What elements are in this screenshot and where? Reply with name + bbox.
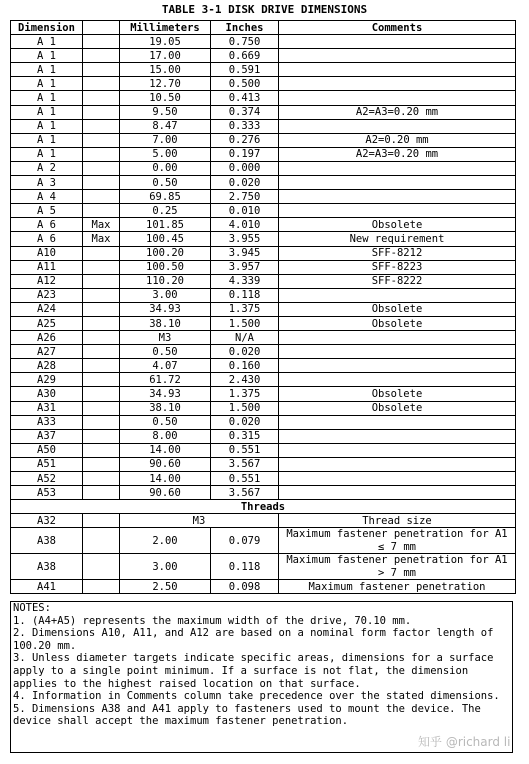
dimension-cell: A32 — [11, 514, 83, 528]
inches-cell: 0.551 — [211, 472, 279, 486]
table-row — [11, 35, 516, 49]
comment-cell — [279, 35, 516, 49]
qualifier-cell — [83, 401, 120, 415]
inches-cell: 1.375 — [211, 387, 279, 401]
inches-cell: 3.957 — [211, 260, 279, 274]
dimension-cell: A11 — [11, 260, 83, 274]
comment-cell — [279, 161, 516, 175]
dimension-cell: A 2 — [11, 161, 83, 175]
millimeters-cell: 90.60 — [120, 457, 211, 471]
notes-box — [10, 601, 513, 753]
table-row — [11, 105, 516, 119]
inches-cell: 0.020 — [211, 415, 279, 429]
millimeters-cell: 100.20 — [120, 246, 211, 260]
table-row — [11, 176, 516, 190]
dimension-cell: A 4 — [11, 190, 83, 204]
inches-cell: 3.945 — [211, 246, 279, 260]
comment-cell: SFF-8223 — [279, 260, 516, 274]
millimeters-cell: 38.10 — [120, 316, 211, 330]
comment-cell — [279, 176, 516, 190]
inches-cell: 3.567 — [211, 486, 279, 500]
qualifier-cell — [83, 316, 120, 330]
inches-cell: 0.098 — [211, 580, 279, 594]
table-row — [11, 457, 516, 471]
qualifier-cell — [83, 147, 120, 161]
table-row — [11, 486, 516, 500]
comment-cell: SFF-8212 — [279, 246, 516, 260]
header-dimension: Dimension — [11, 21, 83, 35]
table-row — [11, 331, 516, 345]
millimeters-cell: 19.05 — [120, 35, 211, 49]
millimeters-cell: 5.00 — [120, 147, 211, 161]
dimension-cell: A 1 — [11, 35, 83, 49]
comment-cell — [279, 472, 516, 486]
table-row — [11, 401, 516, 415]
table-row — [11, 415, 516, 429]
inches-cell: 0.010 — [211, 204, 279, 218]
threads-heading: Threads — [11, 500, 516, 514]
inches-cell: 0.413 — [211, 91, 279, 105]
comment-cell — [279, 345, 516, 359]
table-row — [11, 554, 516, 580]
table-row — [11, 218, 516, 232]
qualifier-cell — [83, 415, 120, 429]
comment-cell: Obsolete — [279, 218, 516, 232]
qualifier-cell — [83, 302, 120, 316]
header-comments: Comments — [279, 21, 516, 35]
note-item: 2. Dimensions A10, A11, and A12 are based on a nominal form factor length of 100.20 mm. — [13, 627, 494, 652]
millimeters-cell: 100.45 — [120, 232, 211, 246]
qualifier-cell — [83, 105, 120, 119]
comment-cell: Obsolete — [279, 302, 516, 316]
qualifier-cell — [83, 288, 120, 302]
qualifier-cell — [83, 345, 120, 359]
inches-cell: 0.020 — [211, 345, 279, 359]
comment-cell: A2=0.20 mm — [279, 133, 516, 147]
table-row — [11, 63, 516, 77]
inches-cell: 1.375 — [211, 302, 279, 316]
comment-cell — [279, 359, 516, 373]
dimension-cell: A28 — [11, 359, 83, 373]
table-row — [11, 514, 516, 528]
qualifier-cell — [83, 63, 120, 77]
dimension-cell: A 6 — [11, 232, 83, 246]
dimension-cell: A37 — [11, 429, 83, 443]
dimension-cell: A33 — [11, 415, 83, 429]
millimeters-cell: 9.50 — [120, 105, 211, 119]
dimension-cell: A 5 — [11, 204, 83, 218]
table-row — [11, 246, 516, 260]
table-row — [11, 288, 516, 302]
table-row — [11, 373, 516, 387]
inches-cell: 1.500 — [211, 401, 279, 415]
table-row — [11, 580, 516, 594]
dimension-cell: A24 — [11, 302, 83, 316]
qualifier-cell — [83, 443, 120, 457]
comment-cell: A2=A3=0.20 mm — [279, 147, 516, 161]
table-row — [11, 190, 516, 204]
dimension-cell: A51 — [11, 457, 83, 471]
millimeters-cell: 2.50 — [120, 580, 211, 594]
millimeters-cell: 0.50 — [120, 415, 211, 429]
millimeters-cell: 3.00 — [120, 288, 211, 302]
table-row — [11, 49, 516, 63]
dimension-cell: A 1 — [11, 49, 83, 63]
table-row — [11, 161, 516, 175]
dimension-cell: A27 — [11, 345, 83, 359]
table-row — [11, 528, 516, 554]
inches-cell: 0.118 — [211, 288, 279, 302]
millimeters-cell: 0.50 — [120, 176, 211, 190]
inches-cell: 0.197 — [211, 147, 279, 161]
comment-cell — [279, 77, 516, 91]
qualifier-cell — [83, 260, 120, 274]
qualifier-cell — [83, 514, 120, 528]
millimeters-cell: 10.50 — [120, 91, 211, 105]
comment-cell: SFF-8222 — [279, 274, 516, 288]
millimeters-cell: M3 — [120, 331, 211, 345]
millimeters-cell: 101.85 — [120, 218, 211, 232]
comment-cell: Maximum fastener penetration for A1 > 7 mm — [279, 554, 516, 580]
comment-cell: Obsolete — [279, 316, 516, 330]
dimension-cell: A31 — [11, 401, 83, 415]
inches-cell: 0.500 — [211, 77, 279, 91]
inches-cell: 0.591 — [211, 63, 279, 77]
qualifier-cell: Max — [83, 232, 120, 246]
millimeters-cell: M3 — [120, 514, 279, 528]
millimeters-cell: 110.20 — [120, 274, 211, 288]
dimension-cell: A10 — [11, 246, 83, 260]
dimension-cell: A25 — [11, 316, 83, 330]
qualifier-cell — [83, 176, 120, 190]
watermark: 知乎 @richard li — [418, 735, 511, 749]
inches-cell: 0.551 — [211, 443, 279, 457]
table-row — [11, 443, 516, 457]
qualifier-cell — [83, 190, 120, 204]
millimeters-cell: 90.60 — [120, 486, 211, 500]
qualifier-cell — [83, 331, 120, 345]
qualifier-cell — [83, 429, 120, 443]
table-row — [11, 91, 516, 105]
inches-cell: 0.750 — [211, 35, 279, 49]
millimeters-cell: 15.00 — [120, 63, 211, 77]
millimeters-cell: 61.72 — [120, 373, 211, 387]
dimension-cell: A38 — [11, 528, 83, 554]
millimeters-cell: 34.93 — [120, 302, 211, 316]
inches-cell: 3.567 — [211, 457, 279, 471]
inches-cell: 0.374 — [211, 105, 279, 119]
inches-cell: 0.315 — [211, 429, 279, 443]
millimeters-cell: 38.10 — [120, 401, 211, 415]
inches-cell: 0.333 — [211, 119, 279, 133]
qualifier-cell — [83, 387, 120, 401]
comment-cell: A2=A3=0.20 mm — [279, 105, 516, 119]
inches-cell: 0.160 — [211, 359, 279, 373]
qualifier-cell: Max — [83, 218, 120, 232]
header-row — [11, 21, 516, 35]
qualifier-cell — [83, 472, 120, 486]
note-item: 3. Unless diameter targets indicate specific areas, dimensions for a surface apply to a single point minimum. If a surface is not flat, the dimension applies to the highest raised location on that surface. — [13, 652, 494, 690]
inches-cell: 0.020 — [211, 176, 279, 190]
table-row — [11, 359, 516, 373]
dimension-cell: A23 — [11, 288, 83, 302]
inches-cell: 0.079 — [211, 528, 279, 554]
dimension-cell: A 1 — [11, 119, 83, 133]
comment-cell — [279, 415, 516, 429]
dimension-cell: A 3 — [11, 176, 83, 190]
comment-cell: Obsolete — [279, 401, 516, 415]
header-qualifier — [83, 21, 120, 35]
millimeters-cell: 3.00 — [120, 554, 211, 580]
qualifier-cell — [83, 133, 120, 147]
table-row — [11, 316, 516, 330]
comment-cell: Thread size — [279, 514, 516, 528]
table-row — [11, 274, 516, 288]
comment-cell — [279, 429, 516, 443]
table-row — [11, 302, 516, 316]
inches-cell: 4.010 — [211, 218, 279, 232]
dimension-cell: A 1 — [11, 91, 83, 105]
inches-cell: 2.430 — [211, 373, 279, 387]
dimension-cell: A 1 — [11, 105, 83, 119]
dimension-cell: A 1 — [11, 77, 83, 91]
comment-cell — [279, 190, 516, 204]
inches-cell: 0.669 — [211, 49, 279, 63]
comment-cell — [279, 288, 516, 302]
dimensions-table — [10, 20, 516, 594]
threads-heading-row — [11, 500, 516, 514]
comment-cell — [279, 204, 516, 218]
qualifier-cell — [83, 528, 120, 554]
dimension-cell: A12 — [11, 274, 83, 288]
qualifier-cell — [83, 580, 120, 594]
qualifier-cell — [83, 35, 120, 49]
table-row — [11, 387, 516, 401]
comment-cell — [279, 486, 516, 500]
inches-cell: N/A — [211, 331, 279, 345]
dimension-cell: A 1 — [11, 63, 83, 77]
qualifier-cell — [83, 486, 120, 500]
millimeters-cell: 8.00 — [120, 429, 211, 443]
notes-heading: NOTES: — [13, 602, 51, 614]
table-row — [11, 133, 516, 147]
inches-cell: 0.000 — [211, 161, 279, 175]
comment-cell — [279, 119, 516, 133]
note-item: 5. Dimensions A38 and A41 apply to fasteners used to mount the device. The device shall accept the maximum fastener penetration. — [13, 702, 481, 728]
dimension-cell: A29 — [11, 373, 83, 387]
dimension-cell: A41 — [11, 580, 83, 594]
dimension-cell: A52 — [11, 472, 83, 486]
inches-cell: 0.118 — [211, 554, 279, 580]
millimeters-cell: 8.47 — [120, 119, 211, 133]
comment-cell — [279, 63, 516, 77]
table-row — [11, 119, 516, 133]
note-item: 4. Information in Comments column take precedence over the stated dimensions. — [13, 690, 500, 703]
millimeters-cell: 2.00 — [120, 528, 211, 554]
header-inches: Inches — [211, 21, 279, 35]
millimeters-cell: 100.50 — [120, 260, 211, 274]
inches-cell: 3.955 — [211, 232, 279, 246]
qualifier-cell — [83, 77, 120, 91]
millimeters-cell: 12.70 — [120, 77, 211, 91]
table-row — [11, 429, 516, 443]
dimension-cell: A38 — [11, 554, 83, 580]
comment-cell — [279, 49, 516, 63]
comment-cell: Maximum fastener penetration — [279, 580, 516, 594]
qualifier-cell — [83, 373, 120, 387]
millimeters-cell: 34.93 — [120, 387, 211, 401]
comment-cell: New requirement — [279, 232, 516, 246]
dimension-cell: A26 — [11, 331, 83, 345]
qualifier-cell — [83, 91, 120, 105]
table-row — [11, 232, 516, 246]
comment-cell: Maximum fastener penetration for A1 ≤ 7 mm — [279, 528, 516, 554]
qualifier-cell — [83, 554, 120, 580]
inches-cell: 1.500 — [211, 316, 279, 330]
qualifier-cell — [83, 246, 120, 260]
millimeters-cell: 0.50 — [120, 345, 211, 359]
qualifier-cell — [83, 274, 120, 288]
millimeters-cell: 14.00 — [120, 443, 211, 457]
table-row — [11, 204, 516, 218]
qualifier-cell — [83, 359, 120, 373]
millimeters-cell: 0.25 — [120, 204, 211, 218]
millimeters-cell: 69.85 — [120, 190, 211, 204]
comment-cell — [279, 373, 516, 387]
dimension-cell: A53 — [11, 486, 83, 500]
table-row — [11, 77, 516, 91]
qualifier-cell — [83, 119, 120, 133]
comment-cell — [279, 331, 516, 345]
millimeters-cell: 4.07 — [120, 359, 211, 373]
dimension-cell: A 6 — [11, 218, 83, 232]
comment-cell — [279, 443, 516, 457]
inches-cell: 4.339 — [211, 274, 279, 288]
note-item: 1. (A4+A5) represents the maximum width of the drive, 70.10 mm. — [13, 614, 412, 627]
inches-cell: 2.750 — [211, 190, 279, 204]
comment-cell — [279, 457, 516, 471]
table-row — [11, 260, 516, 274]
dimension-cell: A50 — [11, 443, 83, 457]
table-title: TABLE 3-1 DISK DRIVE DIMENSIONS — [161, 3, 368, 16]
qualifier-cell — [83, 204, 120, 218]
table-row — [11, 472, 516, 486]
table-row — [11, 147, 516, 161]
qualifier-cell — [83, 161, 120, 175]
millimeters-cell: 17.00 — [120, 49, 211, 63]
comment-cell — [279, 91, 516, 105]
dimension-cell: A 1 — [11, 147, 83, 161]
millimeters-cell: 14.00 — [120, 472, 211, 486]
header-millimeters: Millimeters — [120, 21, 211, 35]
qualifier-cell — [83, 49, 120, 63]
comment-cell: Obsolete — [279, 387, 516, 401]
inches-cell: 0.276 — [211, 133, 279, 147]
table-row — [11, 345, 516, 359]
dimension-cell: A30 — [11, 387, 83, 401]
millimeters-cell: 7.00 — [120, 133, 211, 147]
qualifier-cell — [83, 457, 120, 471]
millimeters-cell: 0.00 — [120, 161, 211, 175]
dimension-cell: A 1 — [11, 133, 83, 147]
